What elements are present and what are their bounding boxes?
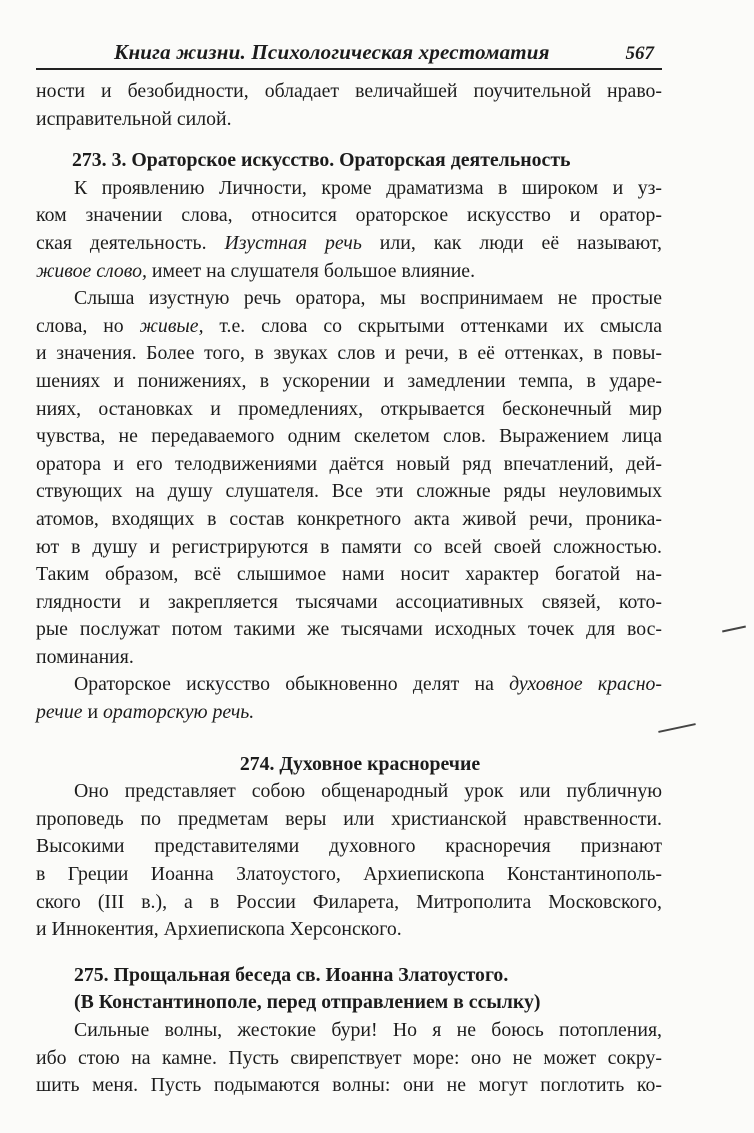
text-run: Ораторское искусство обыкновенно делят на bbox=[74, 673, 510, 696]
text-line bbox=[36, 671, 662, 699]
text-run: ская деятельность. bbox=[36, 231, 225, 254]
text-line: рые послужат потом такими же тысячами исходных точек для вос- bbox=[36, 618, 662, 641]
text-line: ибо стою на камне. Пусть свирепствует море: оно не может сокру- bbox=[36, 1046, 662, 1069]
section-273-heading: 273. 3. Ораторское искусство. Ораторская деятельность bbox=[72, 149, 571, 172]
section-274-heading: 274. Духовное красноречие bbox=[239, 752, 481, 775]
text-run: имеет на слушателя большое влияние. bbox=[146, 259, 476, 282]
text-run: или, как люди её называют, bbox=[361, 231, 662, 254]
text-run: и bbox=[82, 701, 104, 724]
text-run: слова, но bbox=[36, 314, 140, 337]
italic-term: Изустная речь bbox=[224, 231, 362, 254]
text-line: Оно представляет собою общенародный урок или публичную bbox=[74, 780, 662, 803]
text-line: ности и безобидности, обладает величайшей поучительной нраво- bbox=[36, 80, 662, 102]
text-line: исправительной силой. bbox=[36, 107, 232, 130]
text-line: чувства, не передаваемого одним скелетом слов. Выражением лица bbox=[36, 425, 662, 448]
text-line: шениях и понижениях, в ускорении и замедлении темпа, в ударе- bbox=[36, 369, 662, 392]
italic-term: живые, bbox=[139, 314, 204, 337]
section-273-paragraph-1 bbox=[36, 175, 662, 285]
text-line: в Греции Иоанна Златоустого, Архиепископа Константинополь- bbox=[36, 863, 662, 886]
section-275-paragraph bbox=[36, 1017, 662, 1100]
text-line bbox=[36, 230, 662, 258]
text-line: Высокими представителями духовного красноречия признают bbox=[36, 835, 662, 858]
text-line: ют в душу и регистрируются в памяти со всей своей сложностью. bbox=[36, 535, 662, 558]
text-line bbox=[36, 258, 662, 286]
margin-pencil-mark bbox=[658, 723, 696, 733]
text-line bbox=[36, 699, 662, 727]
page-number: 567 bbox=[625, 43, 654, 64]
margin-pencil-mark bbox=[722, 626, 746, 633]
text-line: шить меня. Пусть подымаются волны: они не могут поглотить ко- bbox=[36, 1074, 662, 1097]
text-line: ствующих на душу слушателя. Все эти сложные ряды неуловимых bbox=[36, 480, 662, 503]
text-line: и значения. Более того, в звуках слов и речи, в её оттенках, в повы- bbox=[36, 342, 662, 365]
section-275-heading: 275. Прощальная беседа св. Иоанна Златоустого. bbox=[74, 963, 509, 986]
text-line: ского (III в.), а в России Филарета, Митрополита Московского, bbox=[36, 890, 662, 913]
book-page bbox=[36, 28, 662, 1100]
italic-term: живое слово, bbox=[36, 259, 147, 282]
text-line: проповедь по предметам веры или христианской нравственности. bbox=[36, 807, 662, 830]
section-273-paragraph-2 bbox=[36, 285, 662, 671]
intro-paragraph bbox=[36, 78, 662, 133]
text-line: оратора и его телодвижениями даётся новый ряд впечатлений, дей- bbox=[36, 452, 662, 475]
section-274-paragraph bbox=[36, 778, 662, 944]
running-title: Книга жизни. Психологическая хрестоматия bbox=[114, 40, 550, 64]
text-line: Таким образом, всё слышимое нами носит характер богатой на- bbox=[36, 563, 662, 586]
italic-term: духовное красно- bbox=[509, 673, 662, 696]
text-run: т.е. слова со скрытыми оттенками их смысла bbox=[203, 314, 662, 337]
running-header bbox=[36, 28, 662, 70]
text-line bbox=[36, 313, 662, 341]
text-line: ниях, остановках и промедлениях, открывается бесконечный мир bbox=[36, 397, 662, 420]
text-line: Слыша изустную речь оратора, мы воспринимаем не простые bbox=[74, 287, 662, 310]
section-273-paragraph-3 bbox=[36, 671, 662, 726]
text-line: глядности и закрепляется тысячами ассоциативных связей, кото- bbox=[36, 590, 662, 613]
text-line: Сильные волны, жестокие бури! Но я не боюсь потопления, bbox=[74, 1019, 662, 1041]
text-line: поминания. bbox=[36, 645, 134, 668]
section-275-subheading: (В Константинополе, перед отправлением в ссылку) bbox=[74, 991, 541, 1014]
text-line: ком значении слова, относится ораторское искусство и оратор- bbox=[36, 204, 662, 227]
italic-term: речие bbox=[36, 701, 83, 724]
page-body bbox=[36, 70, 662, 1100]
text-line: атомов, входящих в состав конкретного акта живой речи, проника- bbox=[36, 507, 662, 530]
text-line: и Иннокентия, Архиепископа Херсонского. bbox=[36, 918, 402, 941]
italic-term: ораторскую речь. bbox=[103, 701, 255, 724]
text-line: К проявлению Личности, кроме драматизма в широком и уз- bbox=[74, 176, 662, 199]
